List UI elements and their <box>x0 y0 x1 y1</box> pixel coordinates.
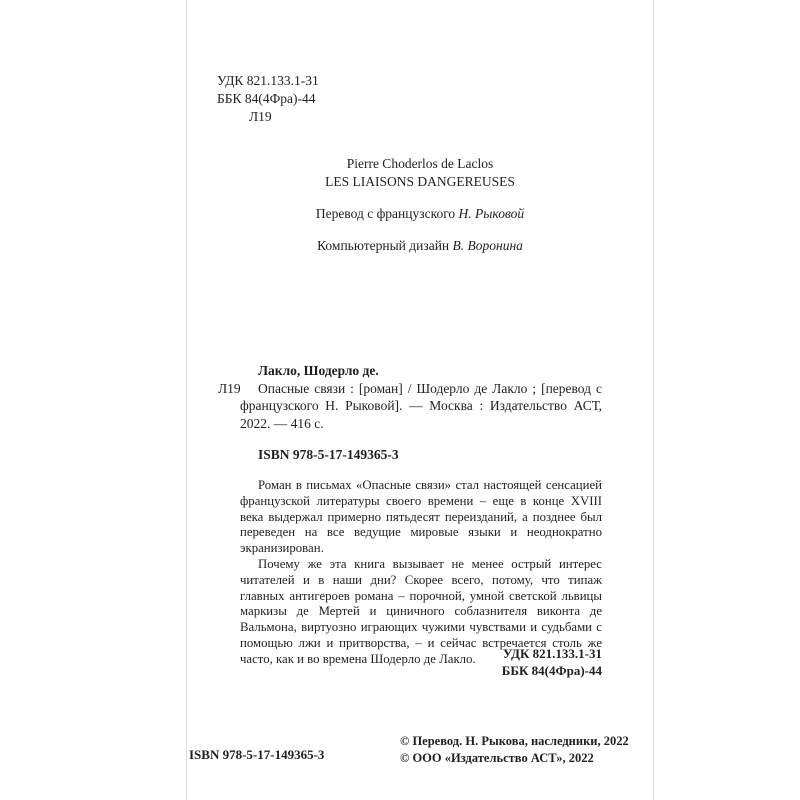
udk-code-bottom: УДК 821.133.1-31 <box>502 646 602 661</box>
bib-entry-text: Опасные связи : [роман] / Шодерло де Лакло ; [перевод с французского Н. Рыковой]. — Москва : Издательство АСТ, 2022. — 416 с. <box>240 380 602 431</box>
isbn-bib: ISBN 978-5-17-149365-3 <box>258 447 399 462</box>
bib-entry-wrap <box>218 380 602 433</box>
designer-name: В. Воронина <box>452 238 523 253</box>
isbn-footer: ISBN 978-5-17-149365-3 <box>189 747 325 762</box>
copyright-translation: © Перевод. Н. Рыкова, наследники, 2022 <box>400 734 629 748</box>
classification-codes-bottom <box>502 645 602 679</box>
annotation-paragraph-1: Роман в письмах «Опасные связи» стал настоящей сенсацией французской литературы своего времени – еще в конце XVIII века выдержал примерно пятьдесят переизданий, а позднее был переведен на все ведущие мировые языки и неоднократно экранизирован. <box>240 478 602 556</box>
annotation-block <box>240 478 602 668</box>
design-credit <box>187 237 653 255</box>
annotation-paragraph-2: Почему же эта книга вызывает не менее острый интерес читателей и в наши дни? Скорее всего, потому, что типаж главных антигероев романа – порочной, умной светской львицы маркизы де Мертей и циничного соблазнителя виконта де Вальмона, виртуозно играющих чужими чувствами и судьбами с помощью лжи и притворства, – и сейчас встречается столь же часто, как и во времена Шодерло де Лакло. <box>240 556 602 666</box>
translator-name: Н. Рыковой <box>458 206 525 221</box>
page-right-edge <box>653 0 654 800</box>
title-block <box>187 155 653 255</box>
bibliographic-record <box>218 362 602 464</box>
translation-credit <box>187 205 653 223</box>
classification-codes-top <box>217 72 319 126</box>
original-author: Pierre Choderlos de Laclos <box>346 156 494 171</box>
original-title: LES LIAISONS DANGEREUSES <box>325 174 515 189</box>
translation-label: Перевод с французского <box>315 206 456 221</box>
udk-code-top: УДК 821.133.1-31 <box>217 73 319 88</box>
page-left-edge <box>186 0 187 800</box>
bib-author-heading: Лакло, Шодерло де. <box>258 363 379 378</box>
design-label: Компьютерный дизайн <box>317 238 450 253</box>
bbk-code-bottom: ББК 84(4Фра)-44 <box>501 663 602 678</box>
copyright-block <box>400 733 629 766</box>
author-sign-code-top: Л19 <box>249 109 272 124</box>
author-sign-code-bib: Л19 <box>218 380 241 396</box>
bbk-code-top: ББК 84(4Фра)-44 <box>217 91 316 106</box>
copyright-publisher: © ООО «Издательство АСТ», 2022 <box>400 750 594 765</box>
